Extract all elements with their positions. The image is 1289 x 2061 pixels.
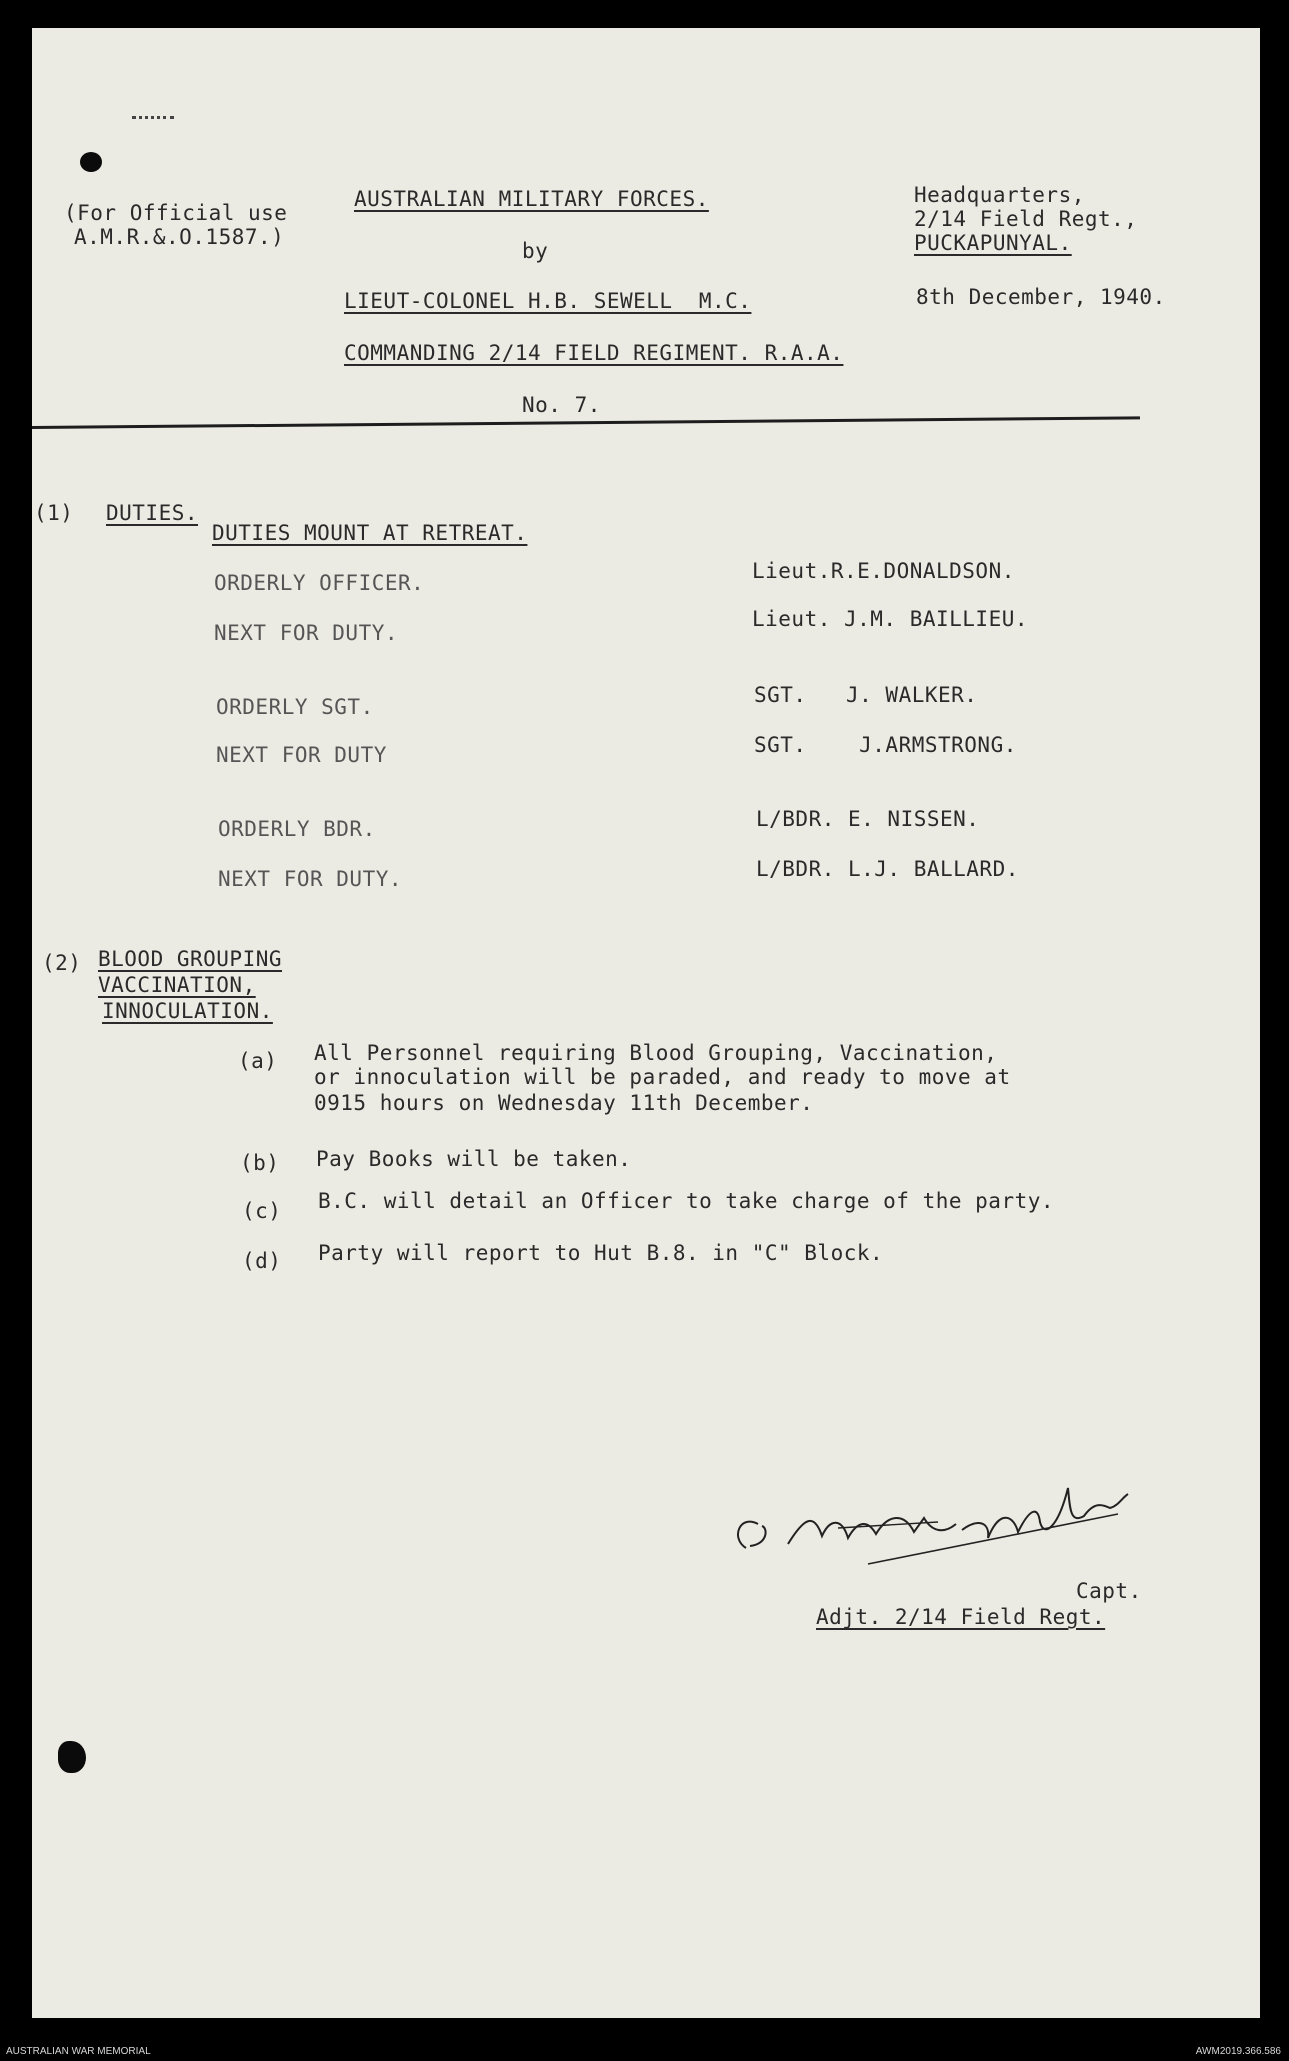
duty-role: NEXT FOR DUTY. xyxy=(218,867,403,891)
order-number: No. 7. xyxy=(522,393,601,417)
duty-name: L/BDR. L.J. BALLARD. xyxy=(756,857,1019,881)
hq-line-3: PUCKAPUNYAL. xyxy=(914,231,1072,255)
punch-hole-bottom xyxy=(58,1741,86,1773)
item-d-line-1: Party will report to Hut B.8. in "C" Block. xyxy=(318,1241,884,1265)
item-label-b: (b) xyxy=(240,1151,280,1175)
footer-left: AUSTRALIAN WAR MEMORIAL xyxy=(6,2046,151,2057)
duty-role: NEXT FOR DUTY. xyxy=(214,621,399,645)
duty-name: L/BDR. E. NISSEN. xyxy=(756,807,980,831)
item-a-line-3: 0915 hours on Wednesday 11th December. xyxy=(314,1091,814,1115)
document-title: AUSTRALIAN MILITARY FORCES. xyxy=(354,187,709,211)
official-use-line-1: (For Official use xyxy=(64,201,288,225)
section2-heading-line-1: BLOOD GROUPING xyxy=(98,947,283,971)
handwritten-signature xyxy=(718,1448,1158,1588)
section2-heading-line-2: VACCINATION, xyxy=(98,973,256,997)
hq-line-2: 2/14 Field Regt., xyxy=(914,207,1138,231)
commander-line: LIEUT-COLONEL H.B. SEWELL M.C. xyxy=(344,289,752,313)
section1-heading: DUTIES. xyxy=(106,501,199,525)
duty-name: Lieut.R.E.DONALDSON. xyxy=(752,559,1015,583)
item-label-a: (a) xyxy=(238,1049,278,1073)
section2-heading-line-3: INNOCULATION. xyxy=(102,999,273,1023)
signatory-title: Adjt. 2/14 Field Regt. xyxy=(816,1605,1106,1629)
duty-role: ORDERLY OFFICER. xyxy=(214,571,425,595)
section1-number: (1) xyxy=(34,501,74,525)
section2-number: (2) xyxy=(42,951,82,975)
ink-mark xyxy=(132,116,174,125)
document-date: 8th December, 1940. xyxy=(916,285,1166,309)
signatory-rank: Capt. xyxy=(1076,1579,1142,1603)
item-label-d: (d) xyxy=(242,1249,282,1273)
official-use-line-2: A.M.R.&.O.1587.) xyxy=(74,225,285,249)
duty-name: SGT. J. WALKER. xyxy=(754,683,978,707)
duty-name: SGT. J.ARMSTRONG. xyxy=(754,733,1017,757)
item-a-line-1: All Personnel requiring Blood Grouping, Vaccination, xyxy=(314,1041,998,1065)
by-line: by xyxy=(522,239,549,263)
item-label-c: (c) xyxy=(242,1199,282,1223)
duty-role: ORDERLY BDR. xyxy=(218,817,376,841)
unit-line: COMMANDING 2/14 FIELD REGIMENT. R.A.A. xyxy=(344,341,844,365)
duty-role: ORDERLY SGT. xyxy=(216,695,374,719)
document-page xyxy=(32,28,1260,2018)
punch-hole-top xyxy=(80,152,102,172)
header-rule xyxy=(32,416,1140,429)
hq-line-1: Headquarters, xyxy=(914,183,1085,207)
duty-role: NEXT FOR DUTY xyxy=(216,743,387,767)
duty-name: Lieut. J.M. BAILLIEU. xyxy=(752,607,1029,631)
item-c-line-1: B.C. will detail an Officer to take charge of the party. xyxy=(318,1189,1055,1213)
item-b-line-1: Pay Books will be taken. xyxy=(316,1147,632,1171)
item-a-line-2: or innoculation will be paraded, and ready to move at xyxy=(314,1065,1011,1089)
section1-subheading: DUTIES MOUNT AT RETREAT. xyxy=(212,521,528,545)
footer-right: AWM2019.366.586 xyxy=(1195,2046,1281,2057)
